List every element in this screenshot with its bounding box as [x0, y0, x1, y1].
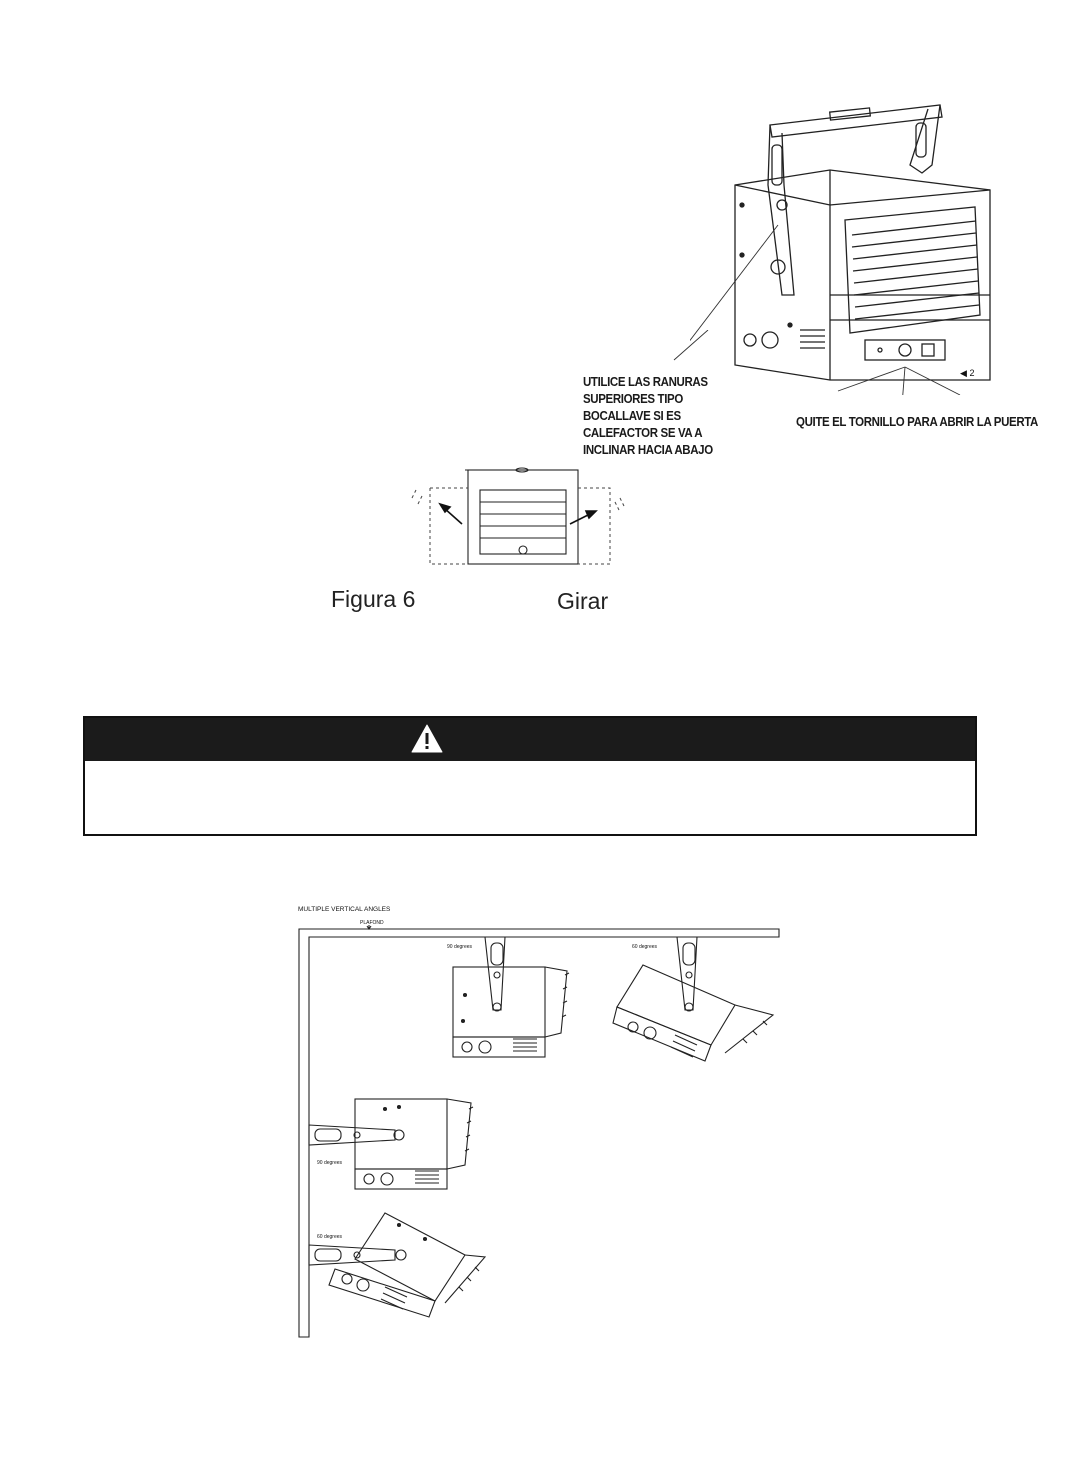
heater-illustration	[690, 95, 1010, 395]
ceiling-label: PLAFOND	[360, 920, 384, 926]
slot-leader-line	[670, 330, 710, 380]
slots-callout-line: SUPERIORES TIPO	[583, 392, 683, 406]
warning-header-bar	[85, 718, 975, 761]
ceiling-90-label: 90 degrees	[447, 944, 473, 950]
rotate-diagram	[410, 462, 640, 574]
ceiling-60-label: 60 degrees	[632, 944, 658, 950]
slots-callout	[583, 374, 739, 459]
slots-callout-line: CALEFACTOR SE VA A	[583, 426, 703, 440]
mounting-angles-diagram	[295, 925, 785, 1345]
warning-triangle-icon	[410, 723, 444, 755]
wall-60-label: 60 degrees	[317, 1234, 343, 1240]
door-screw-callout: QUITE EL TORNILLO PARA ABRIR LA PUERTA	[796, 415, 1039, 429]
warning-box	[83, 716, 977, 836]
figure6-rotate-label: Girar	[557, 588, 609, 614]
slots-callout-line: UTILICE LAS RANURAS	[583, 375, 708, 389]
slots-callout-line: INCLINAR HACIA ABAJO	[583, 443, 713, 457]
index-mark	[960, 368, 974, 379]
index-mark-text: 2	[969, 368, 975, 378]
index-arrow-icon: ◀	[960, 368, 967, 378]
angles-title: MULTIPLE VERTICAL ANGLES	[298, 906, 391, 913]
figure6-label: Figura 6	[331, 586, 416, 612]
wall-90-label: 90 degrees	[317, 1160, 343, 1166]
slots-callout-line: BOCALLAVE SI ES	[583, 409, 681, 423]
